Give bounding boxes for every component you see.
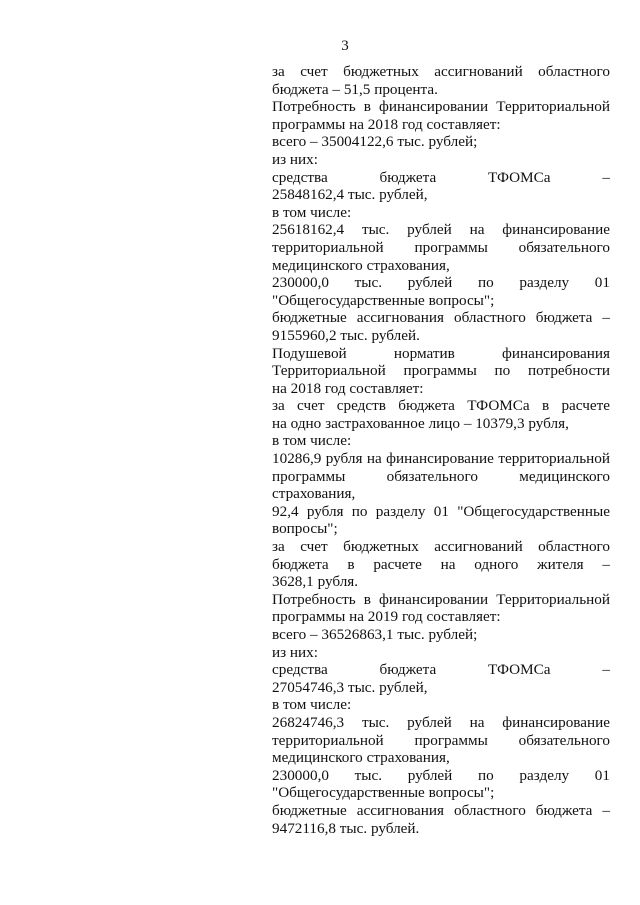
text-line: территориальной программы обязательного: [272, 238, 610, 256]
text-line: медицинского страхования,: [272, 256, 450, 274]
text-line: программы на 2019 год составляет:: [272, 608, 501, 626]
text-line: 9155960,2 тыс. рублей.: [272, 326, 420, 344]
document-body: [272, 63, 610, 837]
text-line: на 2018 год составляет:: [272, 379, 424, 397]
text-line: в том числе:: [272, 432, 352, 450]
text-line: за счет средств бюджета ТФОМСа в расчете: [272, 397, 610, 415]
text-line: программы обязательного медицинского: [272, 467, 610, 485]
text-line: всего – 36526863,1 тыс. рублей;: [272, 626, 478, 643]
text-line: 3628,1 рубля.: [272, 573, 359, 591]
text-line: Потребность в финансировании Территориальной: [272, 590, 610, 608]
text-line: 10286,9 рубля на финансирование территориальной: [272, 450, 610, 468]
text-line: за счет бюджетных ассигнований областного: [272, 538, 610, 556]
text-line: программы на 2018 год составляет:: [272, 115, 501, 133]
text-line: бюджетные ассигнования областного бюджета –: [272, 801, 610, 819]
text-line: 27054746,3 тыс. рублей,: [272, 678, 428, 696]
text-line: 230000,0 тыс. рублей по разделу 01: [272, 274, 610, 292]
text-line: из них:: [272, 643, 318, 661]
text-line: 92,4 рубля по разделу 01 "Общегосударственные: [272, 502, 610, 520]
text-line: средства бюджета ТФОМСа –: [272, 661, 610, 679]
text-line: в том числе:: [272, 203, 352, 221]
text-line: всего – 35004122,6 тыс. рублей;: [272, 133, 478, 151]
text-line: "Общегосударственные вопросы";: [272, 784, 495, 802]
text-line: за счет бюджетных ассигнований областного: [272, 63, 610, 80]
text-line: в том числе:: [272, 696, 352, 714]
text-line: на одно застрахованное лицо – 10379,3 рубля,: [272, 414, 569, 432]
text-line: из них:: [272, 150, 318, 168]
text-line: бюджета в расчете на одного жителя –: [272, 555, 610, 573]
text-line: Потребность в финансировании Территориальной: [272, 98, 610, 116]
text-line: медицинского страхования,: [272, 749, 450, 767]
text-line: 9472116,8 тыс. рублей.: [272, 819, 420, 837]
text-line: средства бюджета ТФОМСа –: [272, 168, 610, 186]
text-line: страхования,: [272, 485, 356, 503]
text-line: бюджета – 51,5 процента.: [272, 80, 438, 98]
text-line: вопросы";: [272, 520, 338, 538]
text-line: территориальной программы обязательного: [272, 731, 610, 749]
page-number: 3: [341, 38, 349, 54]
text-line: 25618162,4 тыс. рублей на финансирование: [272, 221, 610, 239]
text-line: Территориальной программы по потребности: [272, 362, 610, 380]
text-line: "Общегосударственные вопросы";: [272, 291, 495, 309]
text-line: 26824746,3 тыс. рублей на финансирование: [272, 713, 610, 731]
text-line: 25848162,4 тыс. рублей,: [272, 186, 428, 204]
text-line: бюджетные ассигнования областного бюджета –: [272, 309, 610, 327]
text-line: 230000,0 тыс. рублей по разделу 01: [272, 766, 610, 784]
text-line: Подушевой норматив финансирования: [272, 344, 610, 362]
